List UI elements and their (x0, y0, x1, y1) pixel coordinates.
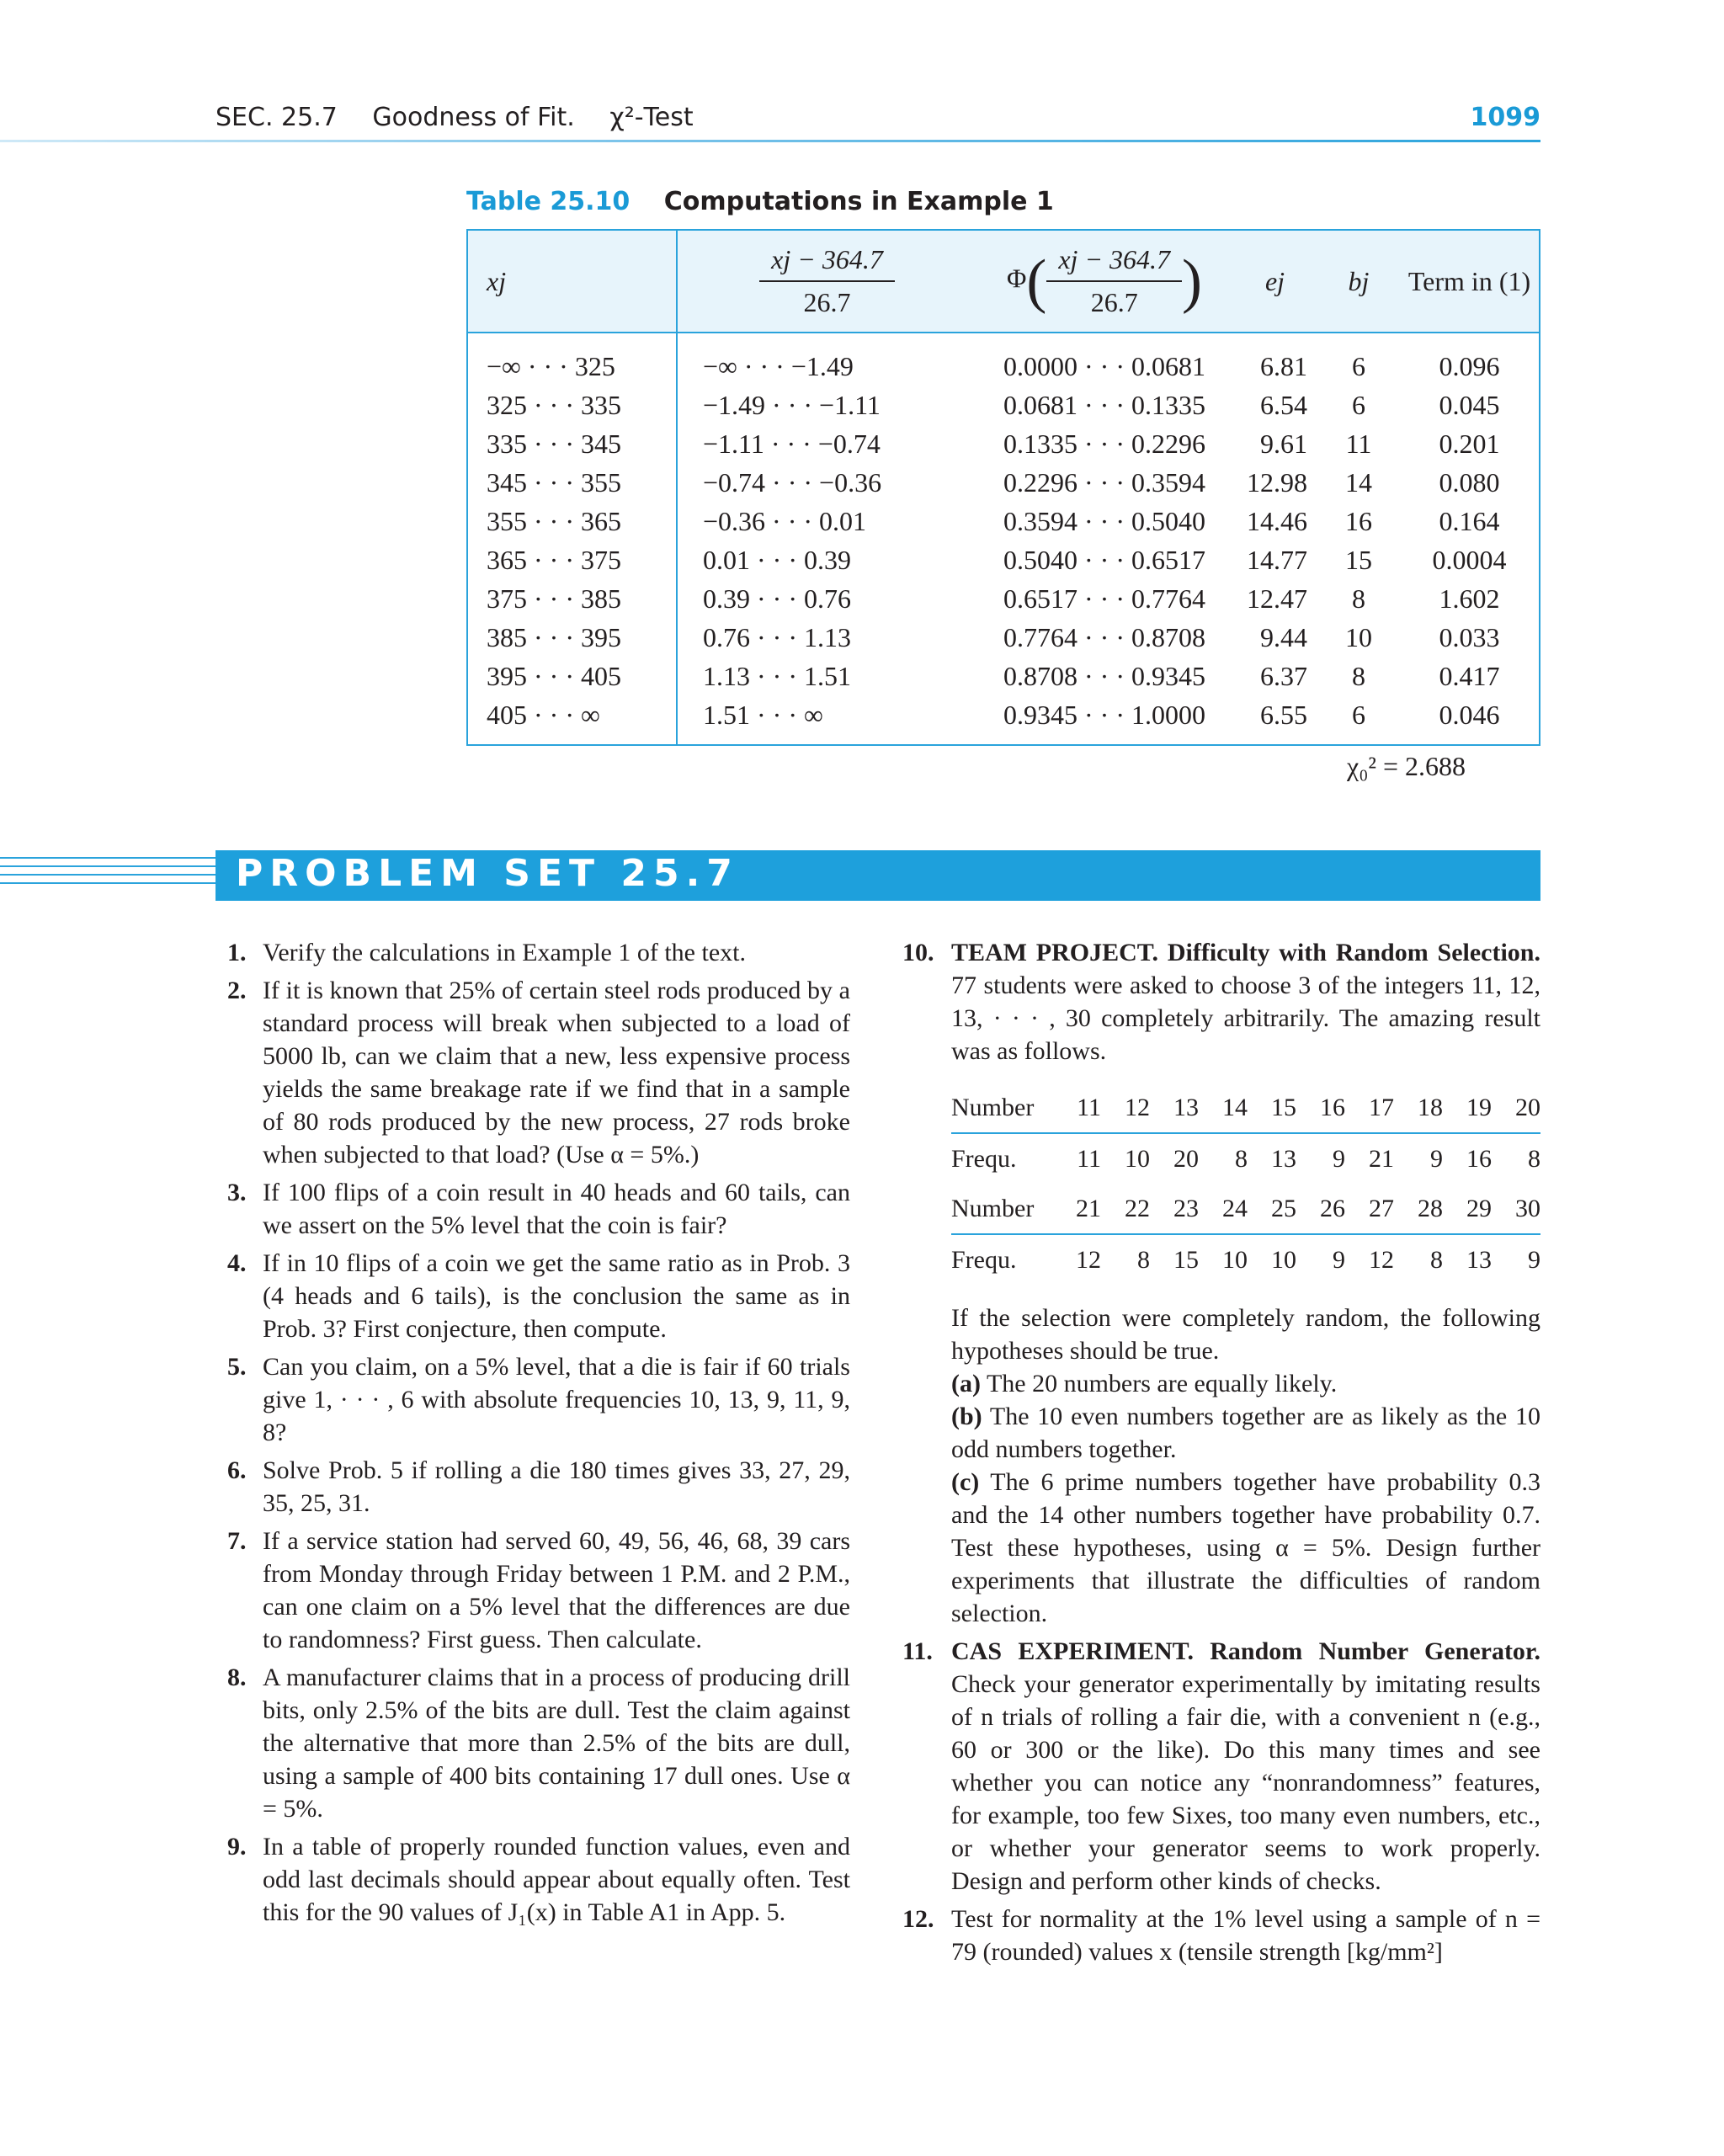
frequency-table (951, 1083, 1540, 1285)
table-cell: −∞ · · · 325 (467, 333, 677, 386)
frequency-cell: 9 (1528, 1246, 1540, 1274)
problem-10: 10. TEAM PROJECT. Difficulty with Random Selection. 77 students were asked to choose 3 of the integers 11, 12, 13, · · · , 30 completely arbitrarily. The amazing result was as follows. Number 11 12 13 14 15 16 17 18 19 20 Frequ. 11 10 20 8 13 9 21 9 16 8 Number 21 22 23 24 25 26 27 28 29 30 Frequ. 12 8 15 10 10 9 12 8 13 9 If the selection were completely random, the following hypotheses should be true. (a) The 20 numbers are equally likely. (b) The 10 even numbers together are as likely as the 10 odd numbers together. (c) The 6 prime numbers together have probability 0.3 and the 14 other numbers together have probability 0.7. Test these hypotheses, using α = 5%. Design further experiments that illustrate the difficulties of random selection. (904, 936, 1540, 1630)
table-cell: 0.045 (1439, 389, 1500, 420)
frequency-cell: 8 (1137, 1246, 1150, 1274)
table-cell: −0.36 · · · 0.01 (703, 505, 867, 536)
frequency-row-2: Frequ. 12 8 15 10 10 9 12 8 13 9 (951, 1234, 1540, 1285)
table-cell: 8 (1352, 583, 1365, 614)
problem-set-title: PROBLEM SET 25.7 (236, 852, 739, 895)
frequency-cell: 28 (1394, 1184, 1443, 1234)
header-ej: ej (1232, 230, 1317, 333)
table-cell: 1.602 (1439, 583, 1500, 614)
frequency-cell: 22 (1101, 1184, 1150, 1234)
table-cell: 6.37 (1260, 660, 1307, 691)
table-cell: 6.54 (1260, 389, 1307, 420)
header-xj: xj (467, 230, 677, 333)
table-cell: 0.096 (1439, 350, 1500, 381)
problem-2: 2. If it is known that 25% of certain steel rods produced by a standard process will break when subjected to a load of 5000 lb, can we claim that a new, less expensive process yields the same breakage rate if we find that in a sample of 80 rods produced by the new process, 27 rods broke when subjected to that load? (Use α = 5%.) (227, 977, 850, 1168)
table-cell: 0.5040 · · · 0.6517 (1003, 544, 1205, 575)
table-cell: 385 · · · 395 (467, 618, 677, 657)
number-row-1: Number 11 12 13 14 15 16 17 18 19 20 (951, 1083, 1540, 1133)
table-label: Table 25.10 (466, 187, 631, 216)
frequency-cell: 8 (1430, 1246, 1443, 1274)
header-standardized (677, 230, 977, 333)
table-cell: 405 · · · ∞ (467, 695, 677, 745)
frequency-cell: 19 (1443, 1083, 1492, 1133)
frequency-cell: 15 (1173, 1246, 1199, 1274)
table-cell: 6 (1352, 350, 1365, 381)
table-cell: 0.8708 · · · 0.9345 (1003, 660, 1205, 691)
section-title: Goodness of Fit. (372, 103, 575, 132)
table-cell: 0.033 (1439, 621, 1500, 652)
problem-12: 12. Test for normality at the 1% level using a sample of n = 79 (rounded) values x (tensile strength [kg/mm²] (902, 1905, 1540, 1966)
table-cell: 6 (1352, 389, 1365, 420)
chi-square-result: χ₀² = 2.688 (1347, 751, 1466, 781)
frequency-cell: 8 (1528, 1145, 1540, 1173)
frequency-cell: 29 (1443, 1184, 1492, 1234)
table-row (467, 540, 1540, 579)
table-cell: 15 (1345, 544, 1372, 575)
problem-6: 6. Solve Prob. 5 if rolling a die 180 times gives 33, 27, 29, 35, 25, 31. (227, 1456, 850, 1517)
table-cell: −1.11 · · · −0.74 (703, 428, 881, 459)
table-cell: 12.47 (1247, 583, 1307, 614)
computation-table (466, 229, 1540, 746)
hypothesis-c: (c) The 6 prime numbers together have probability 0.3 and the 14 other numbers together have probability 0.7. Test these hypotheses, using α = 5%. Design further experiments that illustrate the difficulties of random selection. (951, 1468, 1541, 1627)
header-bj: bj (1317, 230, 1400, 333)
table-cell: 375 · · · 385 (467, 579, 677, 618)
table-cell: 8 (1352, 660, 1365, 691)
table-cell: 10 (1345, 621, 1372, 652)
problem-1: 1. Verify the calculations in Example 1 of the text. (227, 939, 746, 966)
table-cell: 395 · · · 405 (467, 657, 677, 695)
table-cell: 16 (1345, 505, 1372, 536)
frequency-cell: 25 (1248, 1184, 1296, 1234)
table-cell: 6 (1352, 699, 1365, 730)
hypothesis-b: (b) The 10 even numbers together are as likely as the 10 odd numbers together. (951, 1403, 1540, 1463)
frequency-cell: 18 (1394, 1083, 1443, 1133)
table-cell: 1.13 · · · 1.51 (703, 660, 851, 691)
frequency-cell: 24 (1199, 1184, 1248, 1234)
frequency-cell: 13 (1150, 1083, 1199, 1133)
frequency-cell: 13 (1466, 1246, 1492, 1274)
problem-4: 4. If in 10 flips of a coin we get the same ratio as in Prob. 3 (4 heads and 6 tails), is the conclusion the same as in Prob. 3? First conjecture, then compute. (227, 1249, 850, 1343)
table-cell: 0.0681 · · · 0.1335 (1003, 389, 1205, 420)
problem-3: 3. If 100 flips of a coin result in 40 heads and 60 tails, can we assert on the 5% level that the coin is fair? (227, 1179, 850, 1239)
frequency-cell: 9 (1430, 1145, 1443, 1173)
frequency-cell: 21 (1369, 1145, 1394, 1173)
running-header (216, 103, 721, 132)
frequency-row-1: Frequ. 11 10 20 8 13 9 21 9 16 8 (951, 1133, 1540, 1184)
number-row-2: Number 21 22 23 24 25 26 27 28 29 30 (951, 1184, 1540, 1234)
table-row (467, 386, 1540, 424)
frequency-cell: 10 (1125, 1145, 1150, 1173)
problem-8: 8. A manufacturer claims that in a process of producing drill bits, only 2.5% of the bits are dull. Test the claim against the alternative that more than 2.5% of the bits are dull, using a sample of 400 bits containing 17 dull ones. Use α = 5%. (227, 1664, 850, 1823)
table-cell: 0.01 · · · 0.39 (703, 544, 851, 575)
frequency-cell: 10 (1271, 1246, 1296, 1274)
frequency-cell: 8 (1235, 1145, 1248, 1173)
table-header-row (467, 230, 1540, 333)
frequency-cell: 20 (1173, 1145, 1199, 1173)
problem-11: 11. CAS EXPERIMENT. Random Number Generator. Check your generator experimentally by imitating results of n trials of rolling a fair die, with a convenient n (e.g., 60 or 300 or the like). Do this many times and see whether you can notice any “nonrandomness” features, for example, too few Sixes, too many even numbers, etc., or whether your generator seems to work properly. Design and perform other kinds of checks. (902, 1637, 1540, 1895)
frequency-cell: 30 (1492, 1184, 1540, 1234)
table-cell: 12.98 (1247, 466, 1307, 498)
table-cell: 345 · · · 355 (467, 463, 677, 502)
frequency-cell: 16 (1466, 1145, 1492, 1173)
table-cell: 9.61 (1260, 428, 1307, 459)
table-cell: 6.81 (1260, 350, 1307, 381)
frequency-cell: 20 (1492, 1083, 1540, 1133)
header-phi: Φ( $\frac{xj - 364.7}{26.7}$ ) (977, 230, 1232, 333)
table-cell: −0.74 · · · −0.36 (703, 466, 882, 498)
frequency-cell: 27 (1345, 1184, 1394, 1234)
table-row (467, 657, 1540, 695)
problem-10-after: If the selection were completely random, the following hypotheses should be true. (951, 1304, 1540, 1365)
frequency-cell: 11 (1077, 1145, 1101, 1173)
table-cell: 325 · · · 335 (467, 386, 677, 424)
problem-5: 5. Can you claim, on a 5% level, that a die is fair if 60 trials give 1, · · · , 6 with absolute frequencies 10, 13, 9, 11, 9, 8? (227, 1353, 850, 1446)
section-test: χ²-Test (609, 103, 694, 132)
frequency-cell: 12 (1369, 1246, 1394, 1274)
problem-11-heading: CAS EXPERIMENT. Random Number Generator. (951, 1637, 1540, 1665)
table-cell: 11 (1345, 428, 1372, 459)
table-cell: 0.39 · · · 0.76 (703, 583, 851, 614)
frequency-cell: 12 (1076, 1246, 1101, 1274)
table-cell: 1.51 · · · ∞ (703, 699, 823, 730)
table-cell: 0.6517 · · · 0.7764 (1003, 583, 1205, 614)
table-cell: 0.417 (1439, 660, 1500, 691)
frequency-cell: 16 (1296, 1083, 1345, 1133)
table-cell: −∞ · · · −1.49 (703, 350, 854, 381)
header-rule (0, 140, 1540, 142)
frequency-cell: 26 (1296, 1184, 1345, 1234)
table-cell: 0.76 · · · 1.13 (703, 621, 851, 652)
table-cell: 0.3594 · · · 0.5040 (1003, 505, 1205, 536)
table-row (467, 618, 1540, 657)
table-cell: 0.0004 (1432, 544, 1507, 575)
right-column (904, 936, 1540, 1973)
table-cell: 14.46 (1247, 505, 1307, 536)
table-row (467, 502, 1540, 540)
frequency-cell: 9 (1333, 1246, 1345, 1274)
table-cell: 9.44 (1260, 621, 1307, 652)
frequency-cell: 14 (1199, 1083, 1248, 1133)
table-row (467, 695, 1540, 745)
problem-7: 7. If a service station had served 60, 49, 56, 46, 68, 39 cars from Monday through Friday between 1 P.M. and 2 P.M., can one claim on a 5% level that the differences are due to randomness? First guess. Then calculate. (227, 1527, 850, 1653)
table-cell: 0.0000 · · · 0.0681 (1003, 350, 1205, 381)
frequency-cell: 10 (1222, 1246, 1248, 1274)
frequency-cell: 21 (1052, 1184, 1101, 1234)
problem-9: 9. In a table of properly rounded function values, even and odd last decimals should appear about equally often. Test this for the 90 values of J₁(x) in Table A1 in App. 5. (227, 1833, 850, 1926)
frequency-cell: 15 (1248, 1083, 1296, 1133)
frequency-cell: 9 (1333, 1145, 1345, 1173)
table-row (467, 463, 1540, 502)
table-cell: 0.080 (1439, 466, 1500, 498)
frequency-cell: 13 (1271, 1145, 1296, 1173)
table-cell: 14 (1345, 466, 1372, 498)
problem-10-heading: TEAM PROJECT. Difficulty with Random Selection. (951, 939, 1540, 966)
table-cell: 0.7764 · · · 0.8708 (1003, 621, 1205, 652)
table-cell: −1.49 · · · −1.11 (703, 389, 881, 420)
table-cell: 14.77 (1247, 544, 1307, 575)
table-row (467, 579, 1540, 618)
table-cell: 0.046 (1439, 699, 1500, 730)
standardized-fraction: $\frac{xj - 364.7}{26.7}$ (759, 244, 895, 318)
table-title: Computations in Example 1 (663, 187, 1054, 216)
frequency-cell: 23 (1150, 1184, 1199, 1234)
table-cell: 335 · · · 345 (467, 424, 677, 463)
table-cell: 0.2296 · · · 0.3594 (1003, 466, 1205, 498)
frequency-cell: 11 (1052, 1083, 1101, 1133)
frequency-cell: 12 (1101, 1083, 1150, 1133)
table-row (467, 424, 1540, 463)
table-cell: 365 · · · 375 (467, 540, 677, 579)
header-term: Term in (1) (1400, 230, 1540, 333)
table-cell: 0.201 (1439, 428, 1500, 459)
table-cell: 6.55 (1260, 699, 1307, 730)
table-caption (466, 187, 1054, 216)
table-cell: 0.164 (1439, 505, 1500, 536)
table-cell: 0.1335 · · · 0.2296 (1003, 428, 1205, 459)
table-cell: 355 · · · 365 (467, 502, 677, 540)
frequency-cell: 17 (1345, 1083, 1394, 1133)
table-cell: 0.9345 · · · 1.0000 (1003, 699, 1205, 730)
left-column (227, 936, 850, 1934)
section-number: SEC. 25.7 (216, 103, 338, 132)
table-row (467, 333, 1540, 386)
page-number: 1099 (1470, 103, 1540, 132)
hypothesis-a: (a) The 20 numbers are equally likely. (951, 1370, 1338, 1397)
